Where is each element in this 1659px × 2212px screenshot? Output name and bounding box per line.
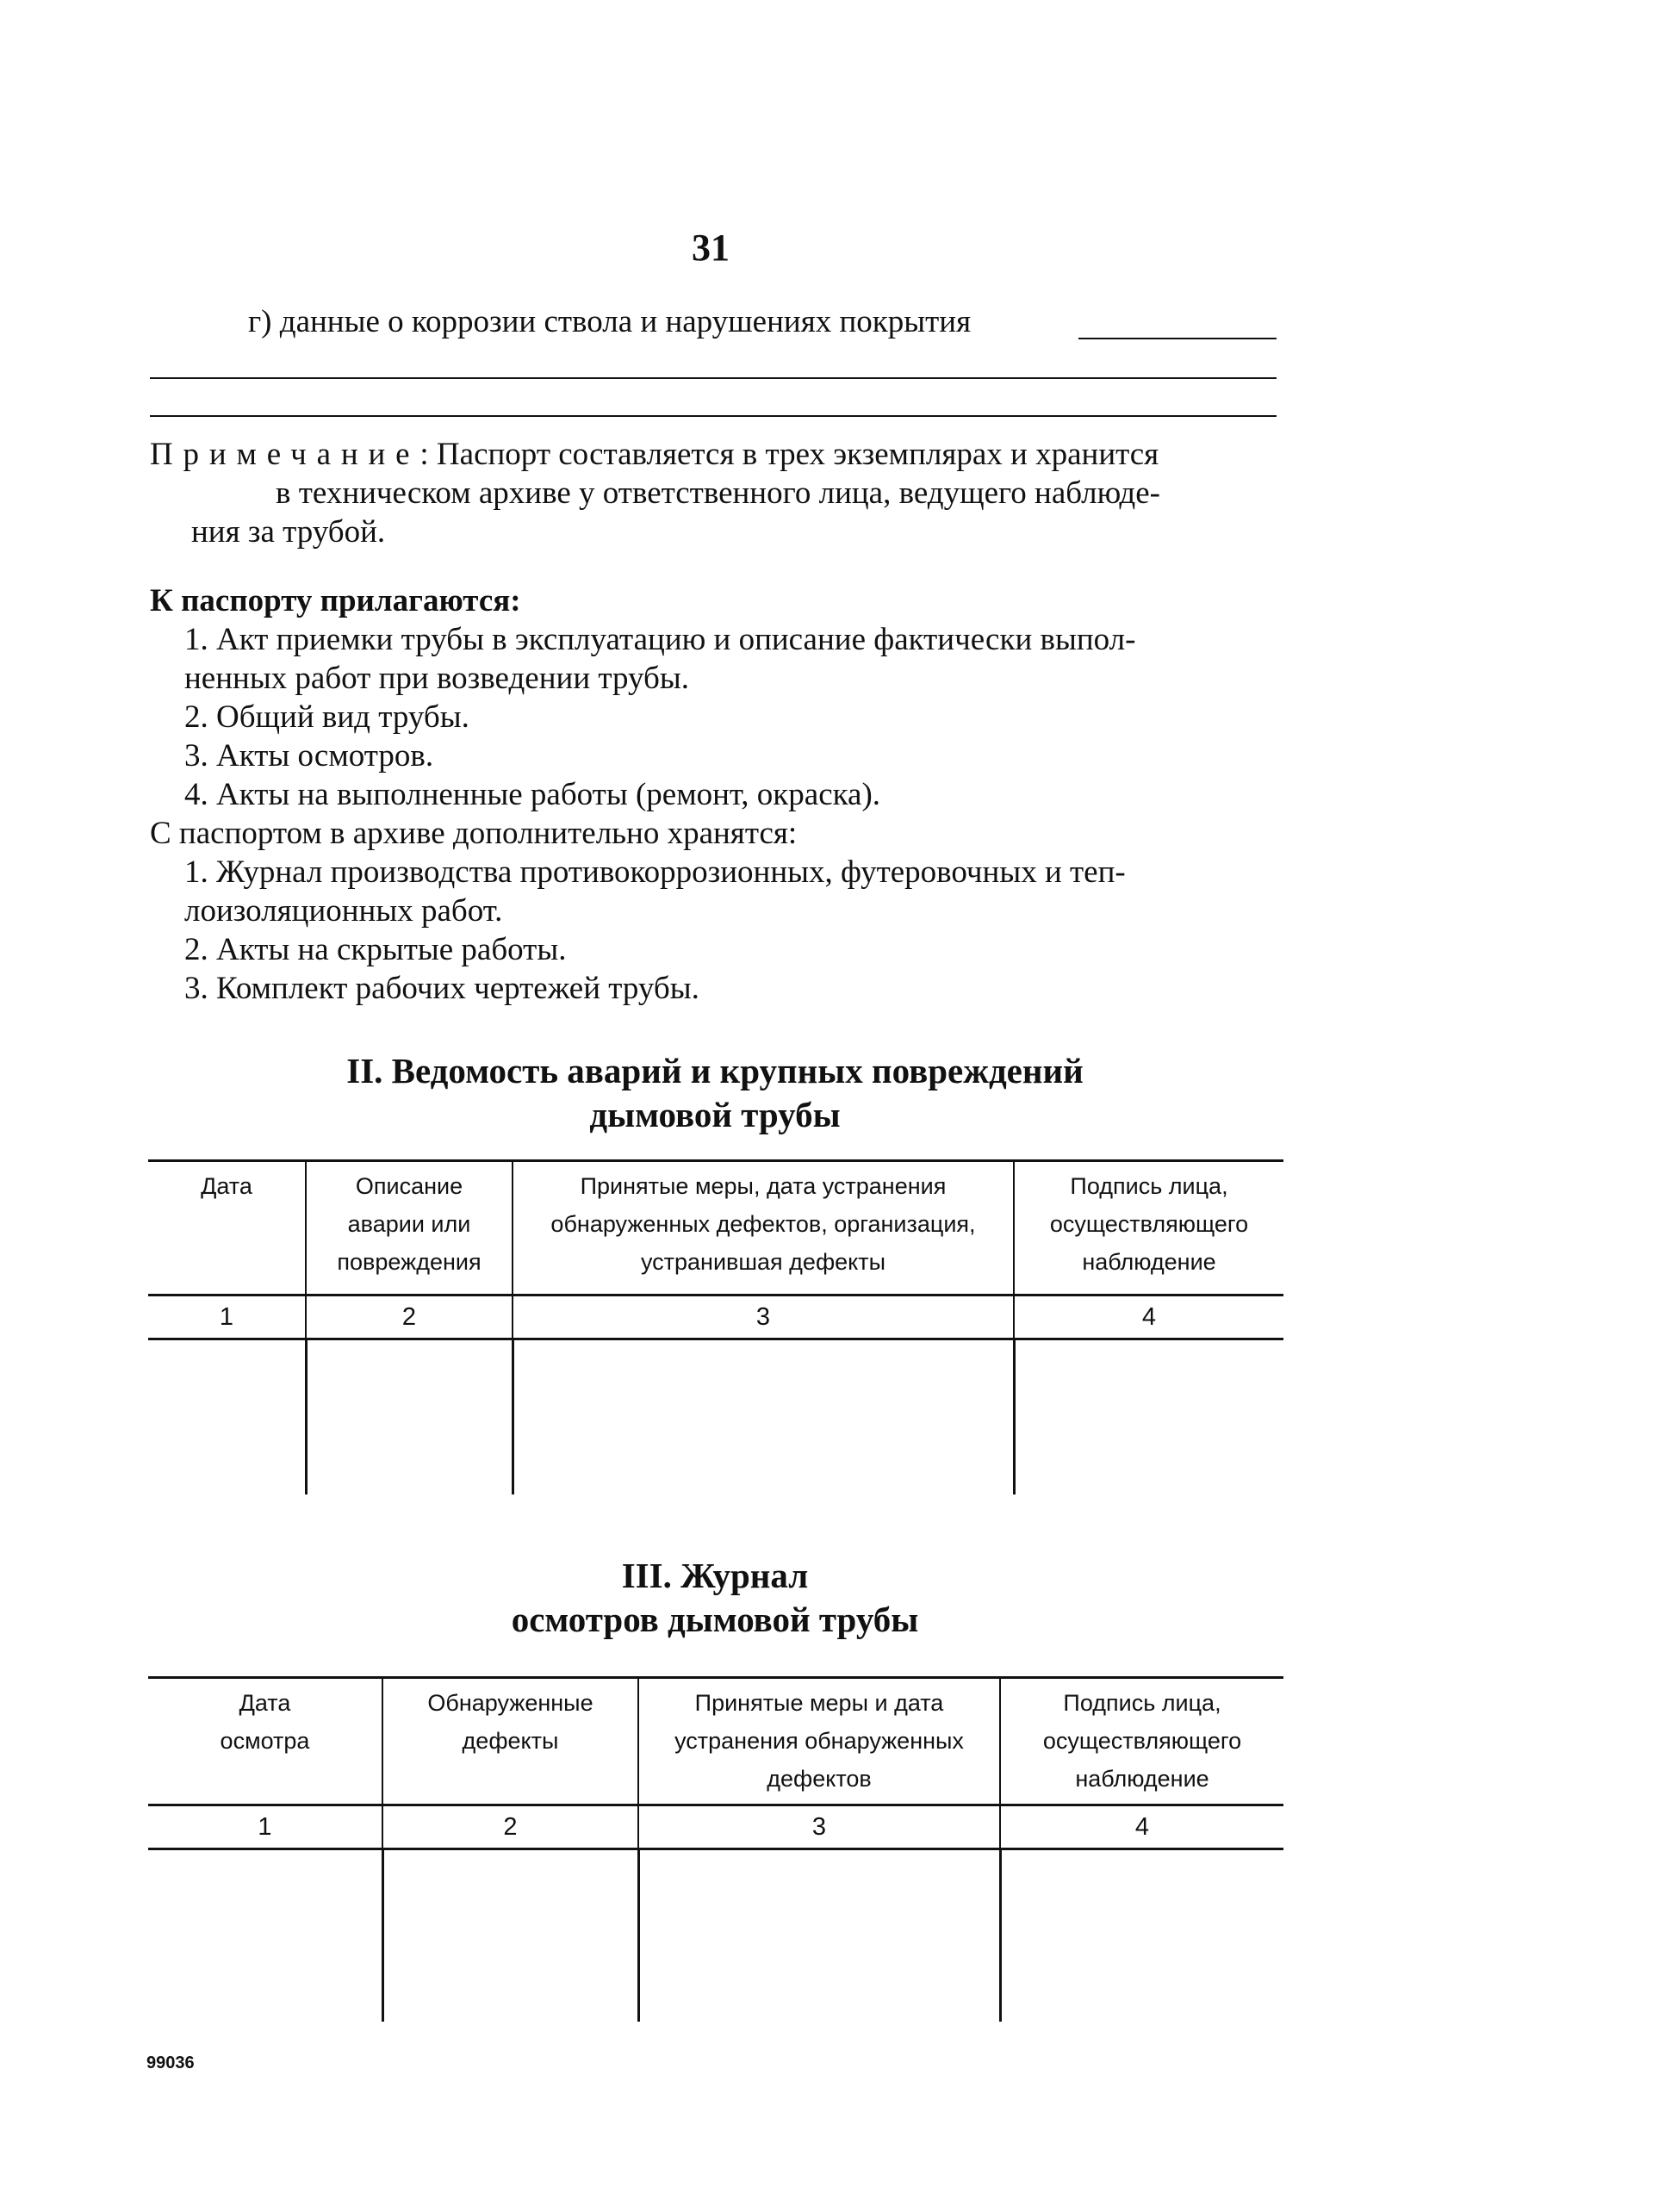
attachments-item-cont: ненных работ при возведении трубы. — [184, 661, 689, 696]
empty-cell — [1014, 1339, 1283, 1494]
col-description-header: Описание аварии или повреждения — [306, 1161, 513, 1296]
column-number: 2 — [382, 1805, 638, 1849]
empty-cell — [513, 1339, 1014, 1494]
attachments-item: 1. Акт приемки трубы в эксплуатацию и описание фактически выпол- — [184, 622, 1136, 657]
section3-title-line1: III. Журнал — [621, 1556, 809, 1595]
column-number: 1 — [148, 1805, 382, 1849]
empty-cell — [306, 1339, 513, 1494]
empty-cell — [638, 1849, 1000, 2022]
fill-line — [150, 377, 1277, 379]
note-text-1: : Паспорт составляется в трех экземплярах и хранится — [419, 437, 1159, 472]
section3-title — [146, 1554, 1283, 1642]
section3-title-line2: осмотров дымовой трубы — [511, 1600, 919, 1639]
empty-cell — [148, 1849, 382, 2022]
attachments-item: 3. Акты осмотров. — [184, 738, 434, 774]
accidents-table — [148, 1159, 1283, 1494]
page-number: 31 — [692, 227, 730, 269]
archive-item: 3. Комплект рабочих чертежей трубы. — [184, 971, 699, 1006]
col-defects-header: Обнаруженные дефекты — [382, 1678, 638, 1805]
col-signature-header: Подпись лица, осуществляющего наблюдение — [1014, 1161, 1283, 1296]
column-number: 3 — [513, 1296, 1014, 1339]
fill-line — [150, 415, 1277, 417]
note-line-3: ния за трубой. — [191, 514, 386, 550]
col-measures-header: Принятые меры и дата устранения обнаруженных дефектов — [638, 1678, 1000, 1805]
attachments-heading: К паспорту прилагаются: — [150, 583, 521, 618]
col-measures-header: Принятые меры, дата устранения обнаруженных дефектов, организация, устранившая дефекты — [513, 1161, 1014, 1296]
fill-line — [1078, 338, 1277, 339]
footer-code: 99036 — [146, 2054, 195, 2072]
corrosion-line: г) данные о коррозии ствола и нарушениях покрытия — [248, 304, 972, 339]
section2-title — [146, 1049, 1283, 1137]
empty-cell — [148, 1339, 306, 1494]
note-line-1 — [150, 436, 1159, 473]
column-number: 3 — [638, 1805, 1000, 1849]
column-number: 1 — [148, 1296, 306, 1339]
column-number: 2 — [306, 1296, 513, 1339]
column-number: 4 — [1014, 1296, 1283, 1339]
attachments-item: 2. Общий вид трубы. — [184, 699, 469, 735]
note-label: Примечание — [150, 437, 420, 472]
col-signature-header: Подпись лица, осуществляющего наблюдение — [1000, 1678, 1283, 1805]
col-date-header: Дата — [148, 1161, 306, 1296]
attachments-item: 4. Акты на выполненные работы (ремонт, окраска). — [184, 777, 881, 812]
section2-title-line2: дымовой трубы — [589, 1095, 841, 1134]
section2-title-line1: II. Ведомость аварий и крупных повреждений — [346, 1051, 1084, 1090]
note-line-2: в техническом архиве у ответственного лица, ведущего наблюде- — [276, 475, 1160, 511]
col-inspection-date-header: Дата осмотра — [148, 1678, 382, 1805]
inspection-log-table — [148, 1676, 1283, 2022]
empty-cell — [1000, 1849, 1283, 2022]
archive-heading: С паспортом в архиве дополнительно хранятся: — [150, 816, 798, 851]
empty-cell — [382, 1849, 638, 2022]
archive-item: 1. Журнал производства противокоррозионных, футеровочных и теп- — [184, 854, 1126, 890]
archive-item-cont: лоизоляционных работ. — [184, 893, 503, 929]
archive-item: 2. Акты на скрытые работы. — [184, 932, 567, 967]
column-number: 4 — [1000, 1805, 1283, 1849]
